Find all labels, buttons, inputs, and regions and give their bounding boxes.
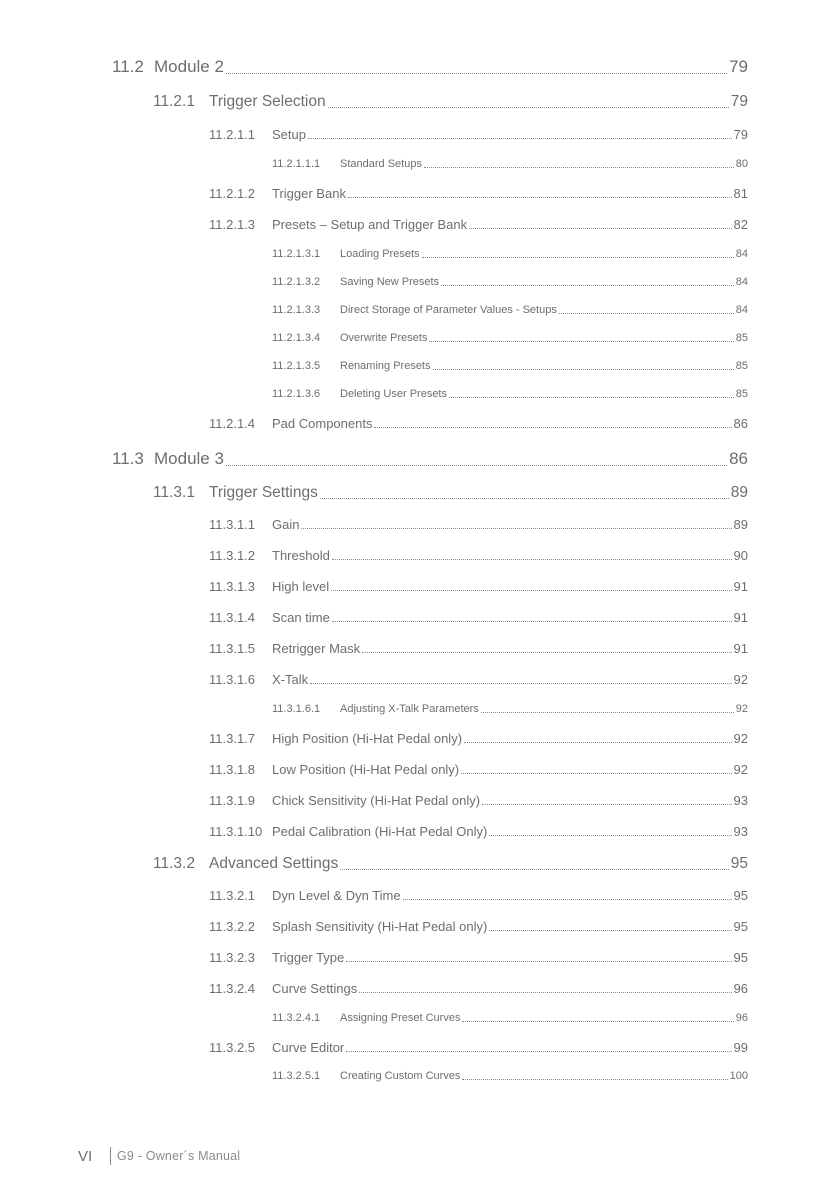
toc-entry[interactable] [209,824,748,839]
toc-entry[interactable] [272,388,748,400]
toc-entry[interactable] [209,981,748,996]
toc-dot-leader [332,548,732,563]
toc-dot-leader [331,579,731,594]
toc-dot-leader [308,127,732,142]
toc-entry-title: Trigger Bank [272,186,346,201]
toc-entry-page: 95 [730,855,748,872]
toc-entry-page: 86 [729,449,748,468]
toc-dot-leader [332,610,732,625]
toc-entry-page: 86 [733,416,748,431]
toc-entry-number: 11.3.1 [153,484,195,501]
toc-entry-page: 81 [733,186,748,201]
toc-entry-title: Standard Setups [340,158,422,170]
toc-entry-page: 91 [733,610,748,625]
toc-entry-number: 11.3.2 [153,855,195,872]
toc-entry-page: 92 [735,703,748,715]
toc-entry-page: 92 [733,731,748,746]
toc-entry[interactable] [209,793,748,808]
toc-entry-page: 79 [733,127,748,142]
toc-entry-number: 11.3.1.6.1 [272,703,321,715]
toc-entry-number: 11.2.1.3.4 [272,332,321,344]
toc-entry-page: 92 [733,762,748,777]
toc-entry-number: 11.2.1.3.5 [272,360,321,372]
toc-entry-page: 79 [730,93,748,110]
toc-entry-title: Presets – Setup and Trigger Bank [272,217,468,232]
toc-entry[interactable] [209,1040,748,1055]
toc-entry-page: 95 [733,919,748,934]
toc-entry-page: 91 [733,579,748,594]
toc-entry[interactable] [272,332,748,344]
toc-entry[interactable] [209,731,748,746]
toc-entry-page: 85 [735,332,748,344]
toc-entry-number: 11.3.2.4.1 [272,1012,321,1024]
toc-entry[interactable] [209,186,748,201]
toc-entry[interactable] [209,888,748,903]
toc-entry-number: 11.3.2.5 [209,1040,256,1055]
toc-dot-leader [422,248,734,260]
toc-entry-title: Trigger Selection [209,93,326,110]
toc-dot-leader [403,888,732,903]
toc-entry-number: 11.2.1.3 [209,217,256,232]
toc-dot-leader [462,1070,727,1082]
toc-entry[interactable] [209,919,748,934]
toc-dot-leader [482,793,731,808]
toc-entry-page: 95 [733,950,748,965]
toc-entry-number: 11.3.1.5 [209,641,256,656]
toc-entry[interactable] [272,158,748,170]
toc-dot-leader [469,217,731,232]
toc-entry-title: Assigning Preset Curves [340,1012,461,1024]
toc-dot-leader [310,672,731,687]
toc-entry-title: Module 2 [154,57,224,76]
toc-entry[interactable] [112,449,748,469]
footer-divider [110,1147,111,1165]
toc-dot-leader [346,1040,731,1055]
toc-dot-leader [424,158,734,170]
toc-entry[interactable] [209,950,748,965]
toc-entry-title: X-Talk [272,672,309,687]
toc-entry-number: 11.3.2.1 [209,888,256,903]
toc-entry-title: Scan time [272,610,330,625]
toc-dot-leader [328,93,729,111]
toc-entry-number: 11.2.1.1.1 [272,158,321,170]
toc-dot-leader [559,304,734,316]
toc-entry-page: 92 [733,672,748,687]
toc-dot-leader [359,981,731,996]
toc-entry-page: 95 [733,888,748,903]
toc-entry[interactable] [272,1012,748,1024]
toc-entry-title: Setup [272,127,306,142]
toc-entry-title: Pad Components [272,416,373,431]
toc-dot-leader [429,332,733,344]
toc-entry-number: 11.3.1.7 [209,731,256,746]
toc-entry-number: 11.3.1.9 [209,793,256,808]
toc-entry-page: 80 [735,158,748,170]
toc-entry-number: 11.3.1.3 [209,579,256,594]
toc-dot-leader [348,186,732,201]
toc-dot-leader [462,1012,733,1024]
toc-dot-leader [226,57,727,77]
toc-entry-page: 96 [733,981,748,996]
page-footer [78,1146,240,1166]
toc-entry[interactable] [209,217,748,232]
toc-dot-leader [464,731,732,746]
toc-entry-title: Dyn Level & Dyn Time [272,888,401,903]
toc-entry-number: 11.2.1.4 [209,416,256,431]
toc-entry-title: High level [272,579,330,594]
toc-entry[interactable] [209,416,748,431]
toc-entry-title: Trigger Type [272,950,345,965]
toc-entry-title: Curve Settings [272,981,358,996]
toc-dot-leader [362,641,731,656]
toc-dot-leader [489,919,731,934]
toc-entry-page: 99 [733,1040,748,1055]
toc-entry-title: Loading Presets [340,248,420,260]
toc-entry[interactable] [209,610,748,625]
toc-entry[interactable] [112,57,748,77]
toc-entry-title: Direct Storage of Parameter Values - Setups [340,304,557,316]
toc-entry-page: 82 [733,217,748,232]
toc-dot-leader [374,416,731,431]
toc-entry[interactable] [272,360,748,372]
toc-entry-title: Gain [272,517,300,532]
toc-entry-number: 11.3.1.2 [209,548,256,563]
toc-entry-title: Adjusting X-Talk Parameters [340,703,479,715]
toc-entry-title: High Position (Hi-Hat Pedal only) [272,731,463,746]
toc-entry-title: Module 3 [154,449,224,468]
toc-dot-leader [433,360,734,372]
toc-entry-number: 11.3.1.4 [209,610,256,625]
toc-entry[interactable] [272,248,748,260]
toc-entry-page: 85 [735,388,748,400]
toc-entry[interactable] [272,304,748,316]
toc-entry-page: 79 [729,57,748,76]
toc-entry-number: 11.2.1.2 [209,186,256,201]
toc-entry-title: Threshold [272,548,330,563]
toc-entry-number: 11.3.2.5.1 [272,1070,321,1082]
toc-entry-page: 93 [733,793,748,808]
toc-entry-page: 89 [730,484,748,501]
toc-entry[interactable] [272,703,748,715]
toc-entry-title: Creating Custom Curves [340,1070,461,1082]
toc-entry-number: 11.2.1.3.6 [272,388,321,400]
toc-entry-number: 11.2.1.3.3 [272,304,321,316]
toc-entry-title: Pedal Calibration (Hi-Hat Pedal Only) [272,824,488,839]
toc-entry[interactable] [209,579,748,594]
toc-entry[interactable] [209,127,748,142]
toc-entry[interactable] [209,641,748,656]
toc-entry-number: 11.2.1 [153,93,195,110]
toc-entry-title: Retrigger Mask [272,641,361,656]
toc-entry[interactable] [153,93,748,111]
footer-page-number: VI [78,1147,93,1165]
toc-entry-title: Overwrite Presets [340,332,428,344]
toc-entry-title: Splash Sensitivity (Hi-Hat Pedal only) [272,919,488,934]
toc-entry-title: Trigger Settings [209,484,318,501]
toc-entry-title: Renaming Presets [340,360,431,372]
toc-entry-page: 100 [729,1070,748,1082]
toc-entry-number: 11.2 [112,57,144,76]
toc-entry[interactable] [209,548,748,563]
toc-dot-leader [481,703,734,715]
toc-entry-number: 11.3.1.1 [209,517,256,532]
toc-entry-number: 11.3.2.3 [209,950,256,965]
toc-entry-number: 11.3.1.10 [209,824,263,839]
toc-entry-number: 11.3 [112,449,144,468]
toc-dot-leader [346,950,731,965]
toc-entry-page: 84 [735,248,748,260]
toc-entry-number: 11.2.1.3.1 [272,248,321,260]
toc-entry-page: 84 [735,304,748,316]
toc-entry[interactable] [209,517,748,532]
toc-entry-title: Deleting User Presets [340,388,447,400]
toc-dot-leader [226,449,727,469]
toc-entry-number: 11.3.1.8 [209,762,256,777]
toc-entry-number: 11.2.1.3.2 [272,276,321,288]
toc-entry-title: Curve Editor [272,1040,345,1055]
toc-dot-leader [449,388,734,400]
toc-entry-page: 91 [733,641,748,656]
toc-entry-number: 11.3.2.2 [209,919,256,934]
toc-entry-page: 84 [735,276,748,288]
toc-entry[interactable] [153,484,748,502]
toc-entry[interactable] [153,855,748,873]
toc-entry[interactable] [272,276,748,288]
toc-entry-number: 11.2.1.1 [209,127,256,142]
toc-entry-title: Chick Sensitivity (Hi-Hat Pedal only) [272,793,481,808]
toc-entry-page: 90 [733,548,748,563]
toc-entry-title: Low Position (Hi-Hat Pedal only) [272,762,460,777]
toc-entry-page: 85 [735,360,748,372]
toc-entry-number: 11.3.1.6 [209,672,256,687]
toc-entry[interactable] [209,762,748,777]
toc-entry-page: 93 [733,824,748,839]
toc-entry[interactable] [209,672,748,687]
toc-entry-page: 89 [733,517,748,532]
toc-dot-leader [489,824,731,839]
toc-dot-leader [340,855,728,873]
toc-entry[interactable] [272,1070,748,1082]
toc-dot-leader [461,762,731,777]
toc-dot-leader [301,517,731,532]
toc-entry-page: 96 [735,1012,748,1024]
toc-dot-leader [320,484,729,502]
toc-entry-number: 11.3.2.4 [209,981,256,996]
toc-dot-leader [441,276,734,288]
toc-entry-title: Saving New Presets [340,276,440,288]
toc-entry-title: Advanced Settings [209,855,339,872]
footer-manual-title: G9 - Owner´s Manual [117,1149,241,1163]
